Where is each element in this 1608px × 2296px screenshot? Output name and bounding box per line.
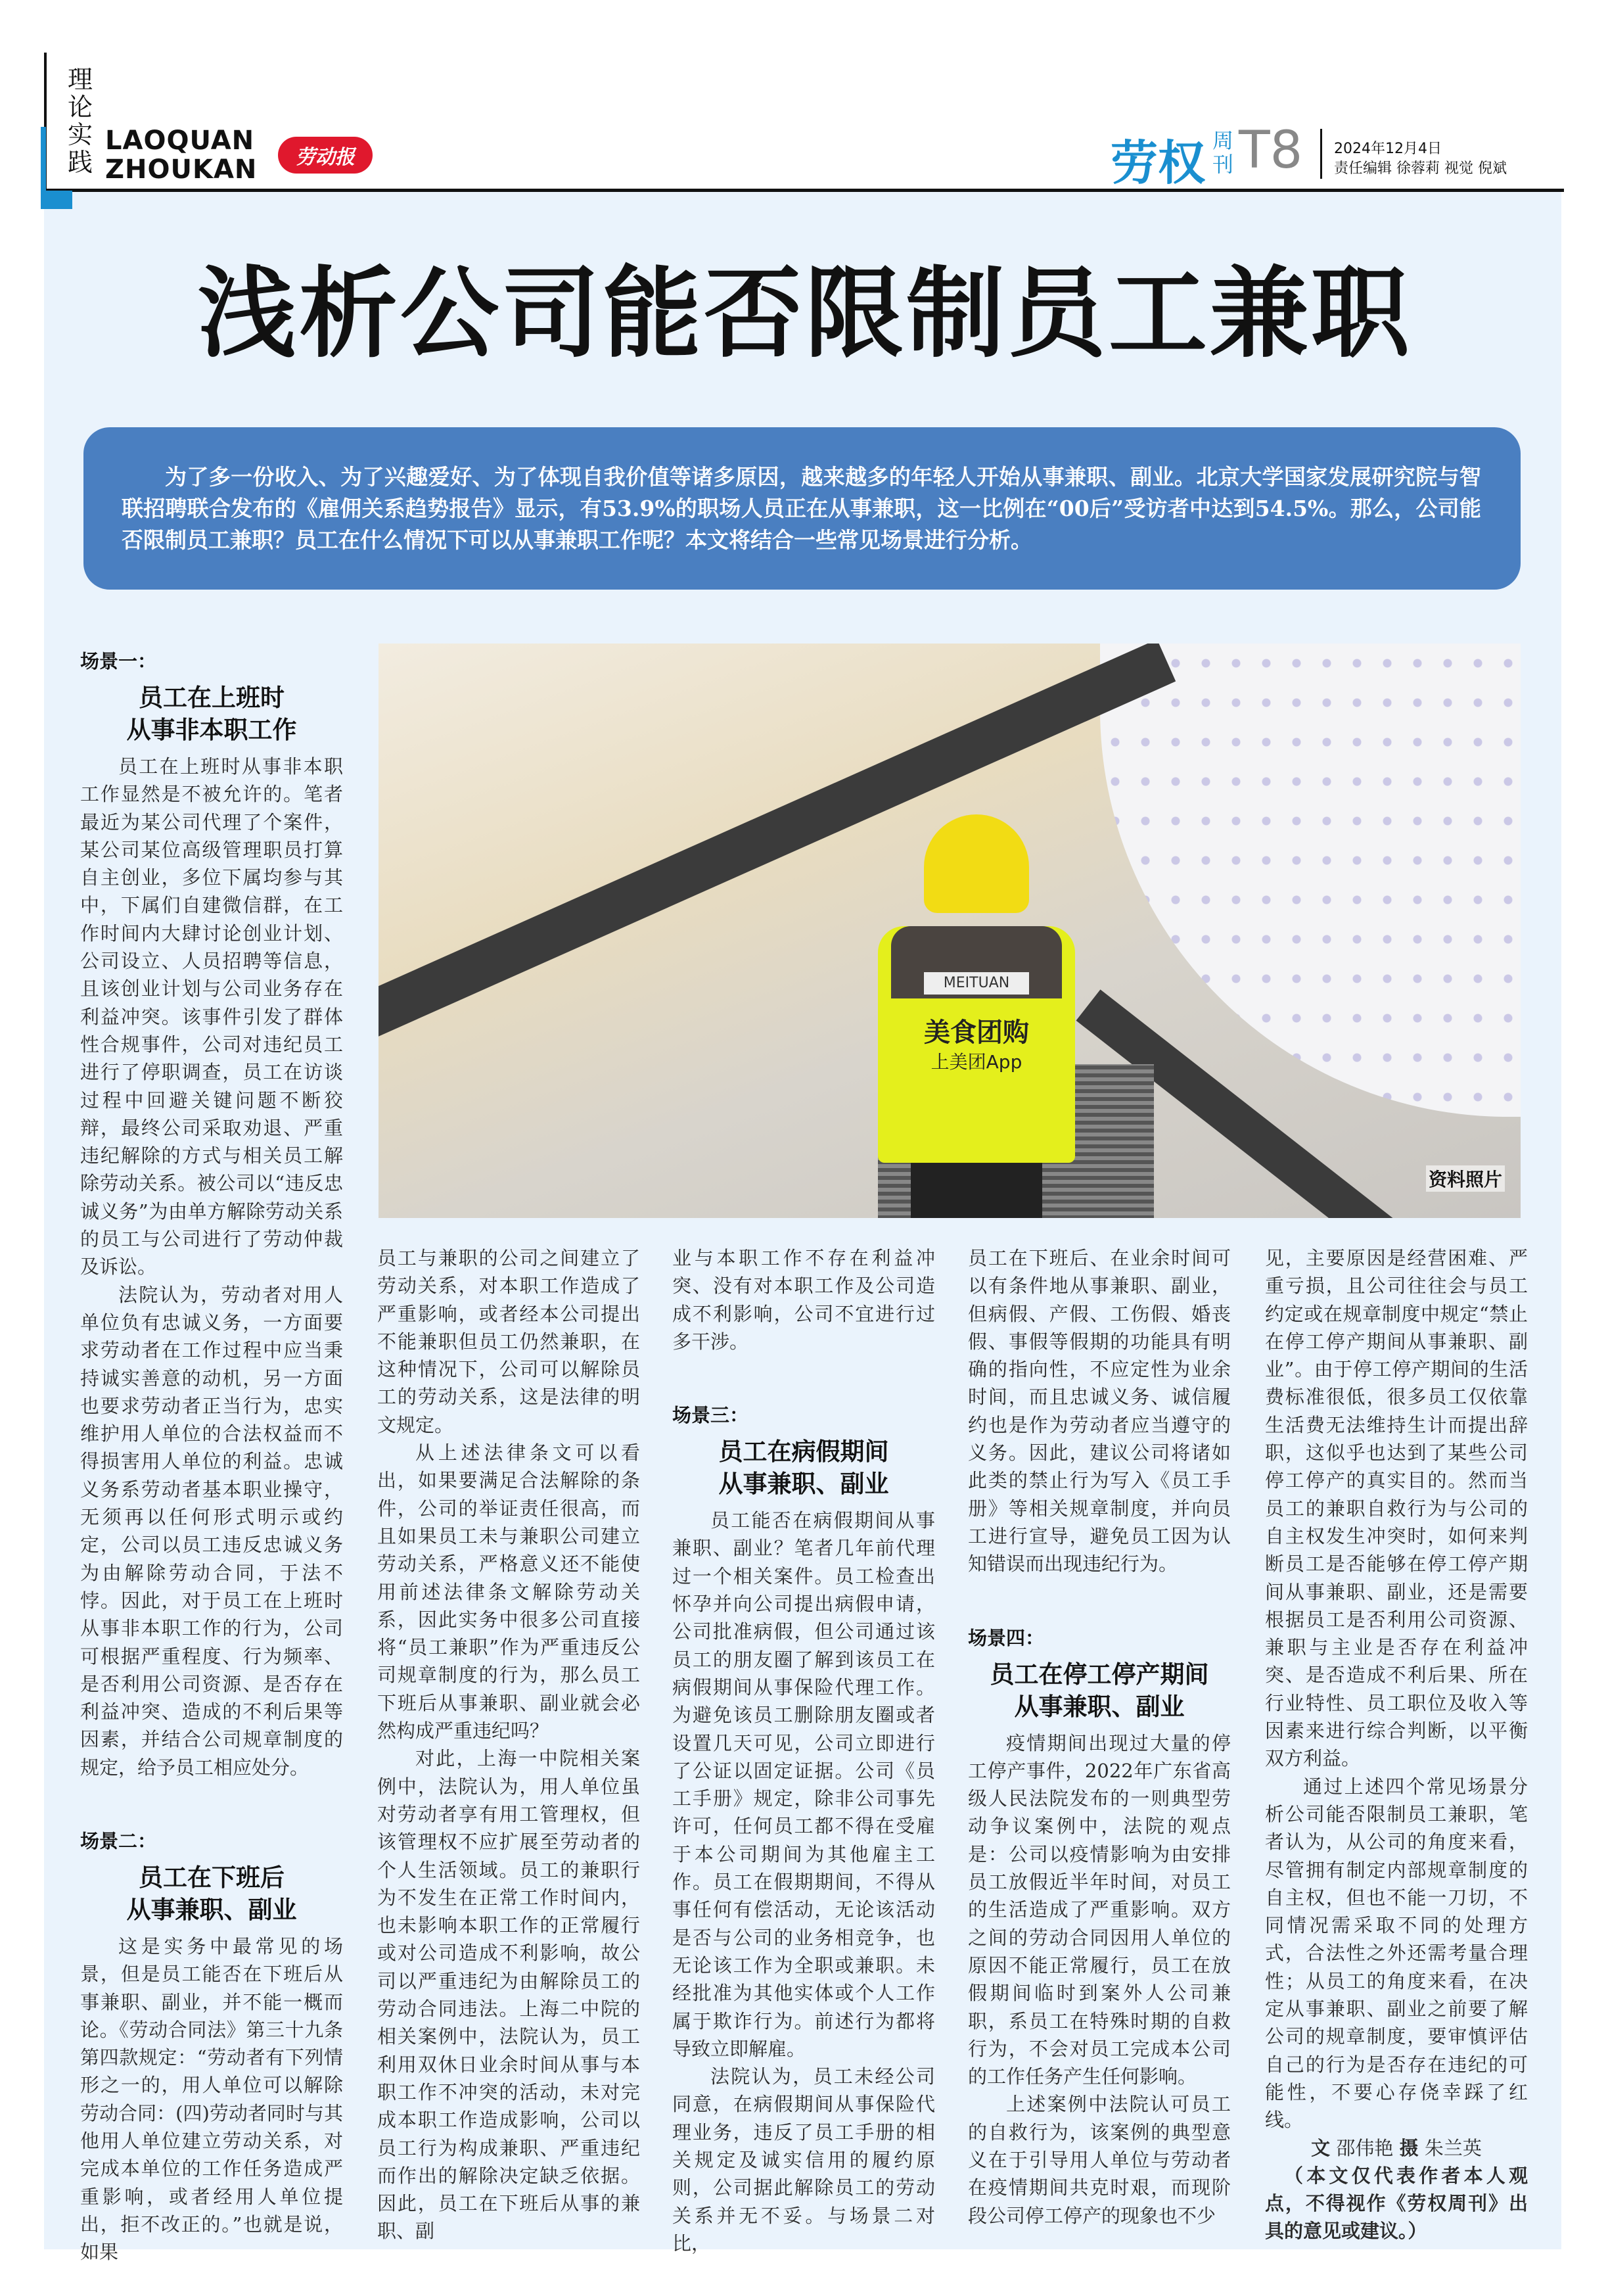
newspaper-logo: 劳动报	[278, 137, 373, 174]
scene-label: 场景二：	[80, 1829, 157, 1852]
column-1	[80, 647, 343, 2266]
byline-author: 邵伟艳	[1336, 2136, 1394, 2159]
body-paragraph-continued: 员工与兼职的公司之间建立了劳动关系，对本职工作造成了严重影响，或者经本公司提出不能兼职但员工仍然兼职，在这种情况下，公司可以解除员工的劳动关系，这是法律的明文规定。	[377, 1247, 640, 1436]
body-paragraph: 这是实务中最常见的场景，但是员工能否在下班后从事兼职、副业，并不能一概而论。《劳动合同法》第三十九条第四款规定：“劳动者有下列情形之一的，用人单位可以解除劳动合同：(四)劳动者同时与其他用人单位建立劳动关系，对完成本单位的工作任务造成严重影响，或者经用人单位提出，拒不改正的。”也就是说，如果	[80, 1934, 343, 2264]
body-paragraph-continued: 业与本职工作不存在利益冲突、没有对本职工作及公司造成不利影响，公司不宜进行过多干涉。	[672, 1247, 935, 1353]
section-spacer	[968, 1578, 1231, 1624]
page-number: T8	[1239, 121, 1303, 180]
body-paragraph: 对此，上海一中院相关案例中，法院认为，用人单位虽对劳动者享有用工管理权，但该管理权不应扩展至劳动者的个人生活领域。员工的兼职行为不发生在正常工作时间内，也未影响本职工作的正常履行或对公司造成不利影响，故公司以严重违纪为由解除员工的劳动合同违法。上海二中院的相关案例中，法院认为，员工利用双休日业余时间从事与本职工作不冲突的活动，未对完成本职工作造成影响，公司以员工行为构成兼职、严重违纪而作出的解除决定缺乏依据。因此，员工在下班后从事的兼职、副	[377, 1747, 640, 2243]
photo-caption: 资料照片	[1426, 1165, 1505, 1192]
scene-headline-line: 从事兼职、副业	[1014, 1691, 1185, 1721]
masthead-subtitle: 周刊	[1212, 128, 1234, 177]
scene-headline-line: 从事非本职工作	[126, 715, 297, 744]
photo-jacket-subtext: 上美团App	[930, 1051, 1022, 1073]
scene-headline	[80, 682, 343, 746]
photo-rider-legs	[911, 1163, 1042, 1218]
article-photo	[379, 644, 1521, 1218]
byline-photographer: 朱兰英	[1424, 2136, 1482, 2159]
body-paragraph: 通过上述四个常见场景分析公司能否限制员工兼职，笔者认为，从公司的角度来看，尽管拥有制定内部规章制度的自主权，但也不能一刀切，不同情况需采取不同的处理方式，合法性之外还需考量合理性；从员工的角度来看，在决定从事兼职、副业之前要了解公司的规章制度，要审慎评估自己的行为是否存在违纪的可能性，不要心存侥幸踩了红线。	[1265, 1775, 1528, 2132]
issue-date: 2024年12月4日	[1334, 141, 1442, 157]
section-spacer	[80, 1781, 343, 1827]
section-name: 理论实践	[68, 65, 93, 177]
brand-line-1: LAOQUAN	[105, 126, 255, 156]
byline-text-label: 文	[1311, 2136, 1331, 2159]
issue-info	[1334, 139, 1507, 179]
masthead-title: 劳权	[1111, 135, 1206, 191]
scene-headline-line: 从事兼职、副业	[718, 1469, 889, 1499]
scene-headline	[672, 1436, 935, 1500]
scene-headline-line: 员工在停工停产期间	[990, 1659, 1209, 1689]
photo-jacket	[878, 926, 1075, 1163]
header-accent-bar	[41, 127, 46, 197]
scene-label: 场景四：	[968, 1626, 1045, 1649]
body-paragraph: 员工在上班时从事非本职工作显然是不被允许的。笔者最近为某公司代理了个案件，某公司某位高级管理职员打算自主创业，多位下属均参与其中，下属们自建微信群，在工作时间内大肆讨论创业计划、公司设立、人员招聘等信息，且该创业计划与公司业务存在利益冲突。该事件引发了群体性合规事件，公司对违纪员工进行了停职调查，员工在访谈过程中回避关键问题不断狡辩，最终公司采取劝退、严重违纪解除的方式与相关员工解除劳动关系。被公司以“违反忠诚义务”为由单方解除劳动关系的员工与公司进行了劳动仲裁及诉讼。	[80, 755, 343, 1278]
body-paragraph: 法院认为，员工未经公司同意，在病假期间从事保险代理业务，违反了员工手册的相关规定及诚实信用的履约原则，公司据此解除员工的劳动关系并无不妥。与场景二对比，	[672, 2065, 935, 2255]
body-paragraph-continued: 员工在下班后、在业余时间可以有条件地从事兼职、副业，但病假、产假、工伤假、婚丧假、事假等假期的功能具有明确的指向性，不应定性为业余时间，而且忠诚义务、诚信履约也是作为劳动者应当遵守的义务。因此，建议公司将诸如此类的禁止行为写入《员工手册》等相关规章制度，并向员工进行宣导，避免员工因为认知错误而出现违纪行为。	[968, 1247, 1231, 1576]
byline	[1265, 2134, 1528, 2162]
column-2	[377, 1244, 640, 2245]
scene-label: 场景一：	[80, 650, 157, 672]
brand-name	[105, 126, 257, 184]
scene-headline-line: 从事兼职、副业	[126, 1894, 297, 1924]
article-lead: 为了多一份收入、为了兴趣爱好、为了体现自我价值等诸多原因，越来越多的年轻人开始从事兼职、副业。北京大学国家发展研究院与智联招聘联合发布的《雇佣关系趋势报告》显示，有53.9%的职场人员正在从事兼职，这一比例在“00后”受访者中达到54.5%。那么，公司能否限制员工兼职？员工在什么情况下可以从事兼职工作呢？本文将结合一些常见场景进行分析。	[83, 427, 1521, 590]
byline-photo-label: 摄	[1399, 2136, 1419, 2159]
photo-delivery-rider	[878, 814, 1075, 1218]
scene-label: 场景三：	[672, 1404, 749, 1427]
disclaimer-note: （本文仅代表作者本人观点，不得视作《劳权周刊》出具的意见或建议。）	[1265, 2164, 1528, 2242]
scene-headline-line: 员工在上班时	[139, 683, 285, 712]
photo-helmet	[924, 814, 1029, 913]
header-horizontal-rule	[44, 189, 1564, 192]
body-paragraph: 从上述法律条文可以看出，如果要满足合法解除的条件，公司的举证责任很高，而且如果员工未与兼职公司建立劳动关系，严格意义还不能使用前述法律条文解除劳动关系，因此实务中很多公司直接将“员工兼职”作为严重违反公司规章制度的行为，那么员工下班后从事兼职、副业就会必然构成严重违纪吗？	[377, 1441, 640, 1743]
scene-headline-line: 员工在下班后	[139, 1862, 285, 1892]
photo-jacket-text: 美食团购	[924, 1018, 1029, 1048]
column-4	[968, 1244, 1231, 2230]
scene-headline	[80, 1862, 343, 1926]
body-paragraph: 员工能否在病假期间从事兼职、副业？笔者几年前代理过一个相关案件。员工检查出怀孕并向公司提出病假申请，公司批准病假，但公司通过该员工的朋友圈了解到该员工在病假期间从事保险代理工作。为避免该员工删除朋友圈或者设置几天可见，公司立即进行了公证以固定证据。公司《员工手册》规定，除非公司事先许可，任何员工都不得在受雇于本公司期间为其他雇主工作。员工在假期期间，不得从事任何有偿活动，无论该活动是否与公司的业务相竞争，也无论该工作为全职或兼职。未经批准为其他实体或个人工作属于欺诈行为。前述行为都将导致立即解雇。	[672, 1509, 935, 2060]
brand-line-2: ZHOUKAN	[105, 154, 258, 185]
column-3	[672, 1244, 935, 2257]
column-5	[1265, 1244, 1528, 2245]
photo-jacket-brand: MEITUAN	[924, 972, 1029, 995]
scene-headline	[968, 1658, 1231, 1723]
section-spacer	[672, 1355, 935, 1401]
body-paragraph-continued: 见，主要原因是经营困难、严重亏损，且公司往往会与员工约定或在规章制度中规定“禁止在停工停产期间从事兼职、副业”。由于停工停产期间的生活费标准很低，很多员工仅依靠生活费无法维持生计而提出辞职，这似乎也达到了某些公司停工停产的真实目的。然而当员工的兼职自救行为与公司的自主权发生冲突时，如何来判断员工是否能够在停工停产期间从事兼职、副业，还是需要根据员工是否利用公司资源、兼职与主业是否存在利益冲突、是否造成不利后果、所在行业特性、员工职位及收入等因素来进行综合判断，以平衡双方利益。	[1265, 1247, 1528, 1770]
body-paragraph: 上述案例中法院认可员工的自救行为，该案例的典型意义在于引导用人单位与劳动者在疫情期间共克时艰，而现阶段公司停工停产的现象也不少	[968, 2093, 1231, 2227]
header-accent-block	[41, 191, 72, 209]
masthead-divider	[1320, 129, 1322, 179]
body-paragraph: 法院认为，劳动者对用人单位负有忠诚义务，一方面要求劳动者在工作过程中应当秉持诚实善意的动机，另一方面也要求劳动者正当行为，忠实维护用人单位的合法权益而不得损害用人单位的利益。忠诚义务系劳动者基本职业操守，无须再以任何形式明示或约定，公司以员工违反忠诚义务为由解除劳动合同，于法不悖。因此，对于员工在上班时从事非本职工作的行为，公司可根据严重程度、行为频率、是否利用公司资源、是否存在利益冲突、造成的不利后果等因素，并结合公司规章制度的规定，给予员工相应处分。	[80, 1283, 343, 1779]
scene-headline-line: 员工在病假期间	[718, 1437, 889, 1466]
body-paragraph: 疫情期间出现过大量的停工停产事件，2022年广东省高级人民法院发布的一则典型劳动争议案例中，法院的观点是：公司以疫情影响为由安排员工放假近半年时间，对员工的生活造成了严重影响。双方之间的劳动合同因用人单位的原因不能正常履行，员工在放假期间临时到案外人公司兼职，系员工在特殊时期的自救行为，不会对员工完成本公司的工作任务产生任何影响。	[968, 1731, 1231, 2088]
editors: 责任编辑 徐蓉莉 视觉 倪斌	[1334, 160, 1507, 177]
article-title: 浅析公司能否限制员工兼职	[197, 256, 1412, 371]
